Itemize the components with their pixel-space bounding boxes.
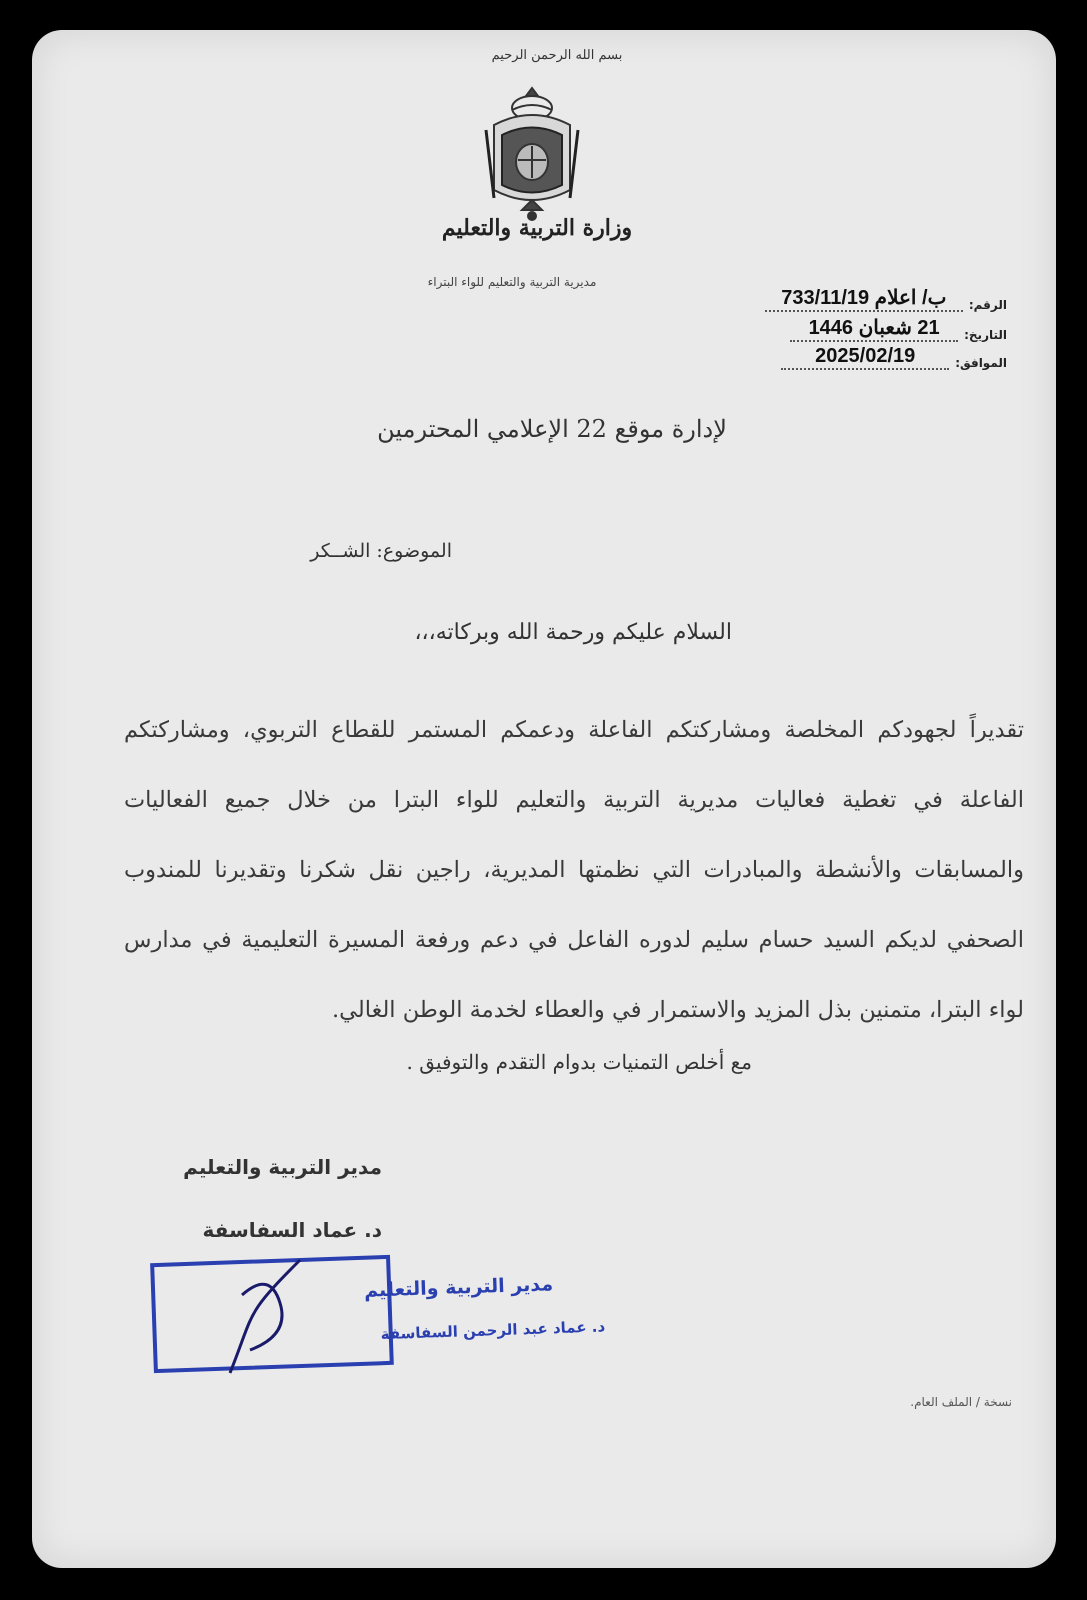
official-stamp	[150, 1255, 606, 1375]
handwritten-signature	[230, 1260, 300, 1373]
subject-line: الموضوع: الشــكر	[310, 540, 452, 562]
greeting: السلام عليكم ورحمة الله وبركاته،،،	[414, 620, 732, 645]
stamp-line-2: د. عماد عبد الرحمن السفاسفة	[380, 1317, 606, 1344]
copy-note: نسخة / الملف العام.	[910, 1395, 1012, 1409]
date-row	[757, 315, 1007, 342]
signatory-title: مدير التربية والتعليم	[183, 1155, 382, 1179]
addressee: لإدارة موقع 22 الإعلامي المحترمين	[377, 415, 727, 443]
equivalent-date-row	[757, 345, 1007, 370]
date-value: 21 شعبان 1446	[790, 315, 958, 342]
ministry-name: وزارة التربية والتعليم	[441, 215, 633, 241]
reference-number-value: ب/ اعلام 733/11/19	[765, 285, 963, 312]
coat-of-arms-icon	[472, 80, 592, 225]
date-label: التاريخ:	[964, 328, 1007, 342]
basmala: بسم الله الرحمن الرحيم	[491, 48, 623, 63]
reference-number-row	[757, 285, 1007, 312]
stamp-line-1: مدير التربية والتعليم	[363, 1273, 554, 1302]
equivalent-date-label: الموافق:	[955, 356, 1007, 370]
letter-body: تقديراً لجهودكم المخلصة ومشاركتكم الفاعلة ودعمكم المستمر للقطاع التربوي، ومشاركتكم الفاعلة في تغطية فعاليات مديرية التربية والتعليم للواء البترا من خلال جميع الفعاليات والمسابقات والأنشطة والمبادرات التي نظمتها المديرية، راجين نقل شكرنا وتقديرنا للمندوب الصحفي لديكم السيد حسام سليم لدوره الفاعل في دعم ورفعة المسيرة التعليمية في مدارس لواء البترا، متمنين بذل المزيد والاستمرار في والعطاء لخدمة الوطن الغالي.	[124, 717, 1024, 1023]
equivalent-date-value: 2025/02/19	[781, 345, 949, 370]
letter-page	[32, 30, 1056, 1568]
closing-line: مع أخلص التمنيات بدوام التقدم والتوفيق .	[406, 1050, 752, 1074]
reference-number-label: الرقم:	[968, 298, 1007, 312]
directorate-name: مديرية التربية والتعليم للواء البتراء	[427, 275, 597, 289]
signatory-name: د. عماد السفاسفة	[202, 1218, 382, 1242]
